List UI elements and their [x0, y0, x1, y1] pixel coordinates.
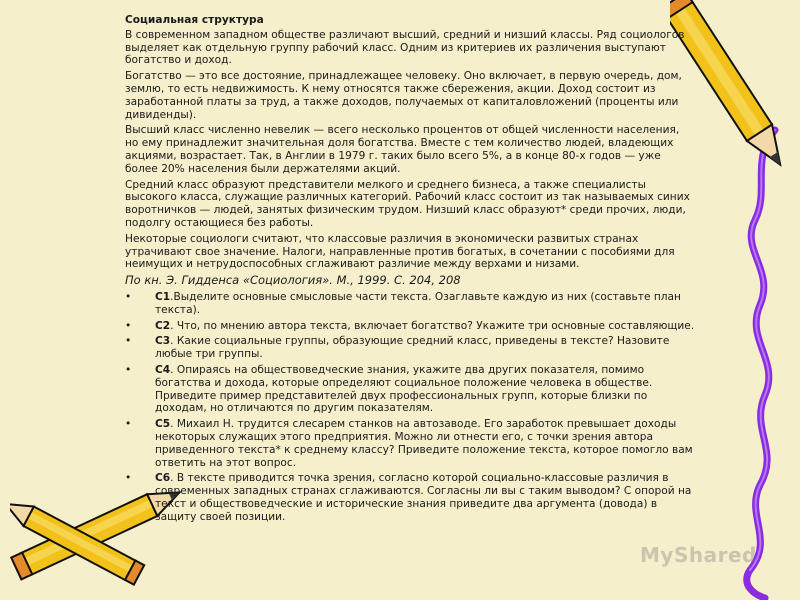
paragraph: Средний класс образуют представители мелкого и среднего бизнеса, а также специалисты высокого класса, служащие различных категорий. Рабочий класс состоит из так называемых синих воротничков — людей, занятых физическим трудом. Низший класс образуют* среди прочих, люди, подолгу остающиеся без работы. — [125, 178, 690, 229]
task-item — [125, 418, 695, 469]
task-text: . Какие социальные группы, образующие средний класс, приведены в тексте? Назовите любые три группы. — [155, 335, 670, 361]
task-text: .Выделите основные смысловые части текста. Озаглавьте каждую из них (составьте план текста). — [155, 290, 681, 316]
task-item — [125, 320, 695, 333]
task-code: С6 — [155, 472, 171, 485]
task-list — [125, 291, 695, 524]
paragraph: Высший класс численно невелик — всего несколько процентов от общей численности населения, но ему принадлежит значительная доля богатства. Вместе с тем количество людей, владеющих акциями, возрастает. Так, в Англии в 1979 г. таких было всего 5%, а в конце 80-х годов — уже более 20% населения были держателями акций. — [125, 124, 680, 175]
task-text: . Михаил Н. трудится слесарем станков на автозаводе. Его заработок превышает доходы некоторых служащих этого предприятия. Можно ли отнести его, с точки зрения автора приведенного текста* к среднему классу? Приведите положение текста, которое помогло вам ответить на этот вопрос. — [155, 418, 693, 469]
task-item — [125, 472, 695, 523]
task-code: С3 — [155, 335, 171, 348]
paragraph: В современном западном обществе различают высший, средний и низший классы. Ряд социологов выделяет как отдельную группу рабочий класс. Одним из критериев их различения выступают богатство и доход. — [125, 28, 685, 67]
paragraph: Некоторые социологи считают, что классовые различия в экономически развитых странах утрачивают свое значение. Налоги, направленные против богатых, в сочетании с пособиями для неимущих и нетрудоспособных сглаживают различие между верхами и низами. — [125, 232, 675, 271]
paragraph: Богатство — это все достояние, принадлежащее человеку. Оно включает, в первую очередь, дом, землю, то есть недвижимость. К нему относятся также сбережения, акции. Доход состоит из заработанной платы за труд, а также доходов, получаемых от капиталовложений (проценты или дивиденды). — [125, 70, 682, 121]
task-code: С1 — [155, 290, 171, 303]
watermark-logo: MyShared — [640, 543, 757, 567]
purple-squiggle-decoration — [680, 120, 790, 600]
task-code: С5 — [155, 418, 171, 431]
document-body — [125, 14, 695, 526]
task-text: . Что, по мнению автора текста, включает богатство? Укажите три основные составляющие. — [170, 319, 695, 332]
task-item — [125, 291, 695, 317]
document-title: Социальная структура — [125, 14, 264, 26]
task-code: С4 — [155, 363, 171, 376]
task-text: . В тексте приводится точка зрения, согласно которой социально-классовые различия в современных западных странах сглаживаются. Согласны ли вы с таким выводом? С опорой на текст и обществоведческие и исторические знания приведите два аргумента (довода) в защиту своей позиции. — [155, 472, 692, 523]
source-citation: По кн. Э. Гидденса «Социология». М., 1999. С. 204, 208 — [125, 273, 461, 288]
task-item — [125, 335, 695, 361]
task-text: . Опираясь на обществоведческие знания, укажите два других показателя, помимо богатства и дохода, которые определяют социальное положение человека в обществе. Приведите пример представителей двух профессиональных групп, которые близки по доходам, но отличаются по другим показателям. — [155, 363, 653, 415]
task-code: С2 — [155, 319, 171, 332]
task-item — [125, 364, 695, 415]
